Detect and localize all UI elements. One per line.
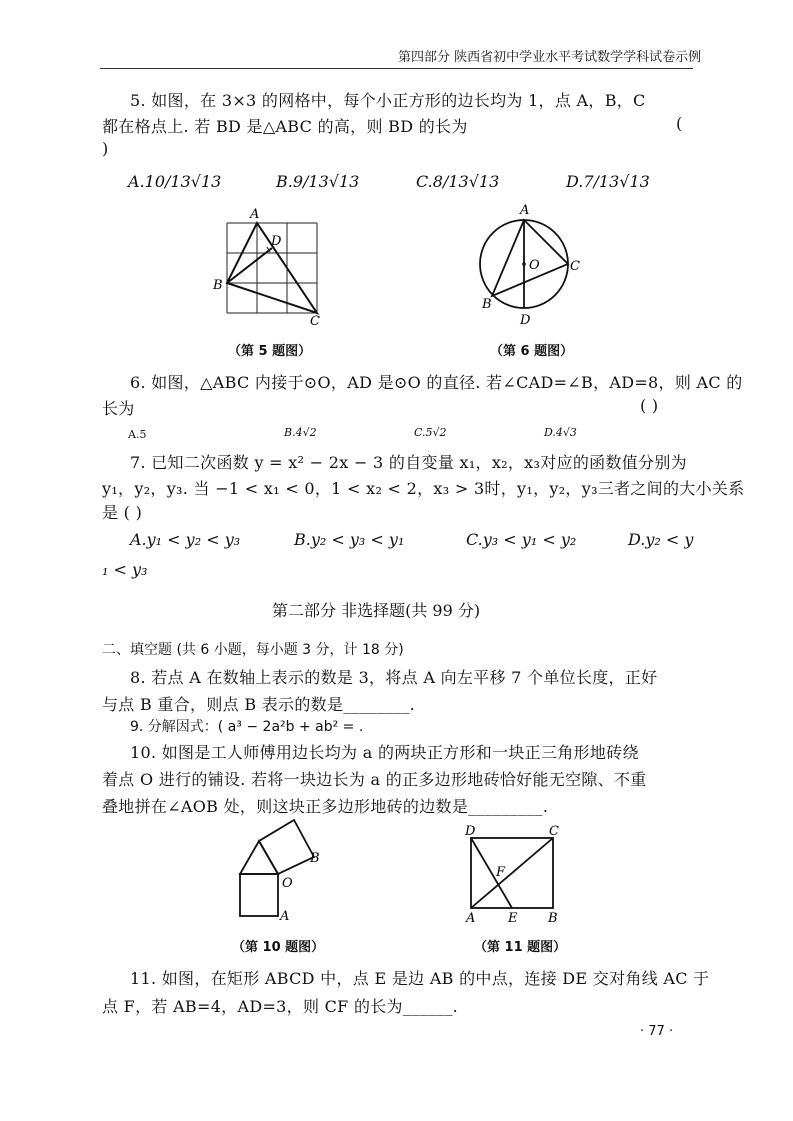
q5-option-b: B.9/13√13 — [276, 172, 360, 191]
q5-option-d: D.7/13√13 — [566, 172, 650, 191]
fig5-label-b: B — [213, 278, 223, 293]
fig5-label-a: A — [250, 207, 260, 222]
q11-line-1: 11. 如图，在矩形 ABCD 中，点 E 是边 AB 的中点，连接 DE 交对角线 AC 于 — [130, 969, 710, 988]
fig11-label-c: C — [549, 824, 559, 839]
caption-fig-6: （第 6 题图） — [490, 344, 574, 359]
q7-option-d: D.y₂ < y — [628, 530, 694, 549]
q6-line-1: 6. 如图，△ABC 内接于⊙O，AD 是⊙O 的直径. 若∠CAD=∠B，AD=8，则 AC 的 — [130, 373, 743, 392]
q6-paren: ( ) — [640, 396, 659, 415]
caption-fig-5: （第 5 题图） — [228, 344, 312, 359]
q6-option-a: A.5 — [128, 428, 147, 441]
q7-option-d-tail: ₁ < y₃ — [102, 560, 148, 579]
q6-option-b: B.4√2 — [284, 426, 317, 439]
q10-line-2: 着点 O 进行的铺设. 若将一块边长为 a 的正多边形地砖恰好能无空隙、不重 — [102, 770, 647, 789]
q7-option-a: A.y₁ < y₂ < y₃ — [130, 530, 241, 549]
q5-paren-close: ) — [102, 139, 109, 158]
fig5-label-c: C — [310, 314, 320, 329]
caption-fig-10: （第 10 题图） — [232, 940, 325, 955]
q6-line-2: 长为 — [102, 399, 135, 418]
q7-line-3: 是 ( ) — [102, 503, 143, 522]
fig6-label-c: C — [570, 259, 580, 274]
figure-11 — [460, 818, 570, 928]
q5-line-1: 5. 如图，在 3×3 的网格中，每个小正方形的边长均为 1，点 A，B，C — [130, 91, 646, 110]
figure-6 — [470, 200, 590, 330]
q8-line-1: 8. 若点 A 在数轴上表示的数是 3，将点 A 向左平移 7 个单位长度，正好 — [130, 668, 658, 687]
q11-line-2: 点 F，若 AB=4，AD=3，则 CF 的长为______. — [102, 997, 459, 1016]
header-rule — [100, 68, 693, 69]
q6-option-d: D.4√3 — [544, 426, 577, 439]
q9-line-1: 9. 分解因式：( a³ − 2a²b + ab² = . — [130, 719, 364, 735]
fig11-label-a: A — [466, 911, 476, 926]
q7-option-c: C.y₃ < y₁ < y₂ — [466, 530, 577, 549]
q7-line-1: 7. 已知二次函数 y = x² − 2x − 3 的自变量 x₁，x₂，x₃对应的函数值分别为 — [130, 453, 687, 472]
q5-option-a: A.10/13√13 — [128, 172, 222, 191]
part-2-title: 第二部分 非选择题(共 99 分) — [272, 601, 481, 620]
fig6-label-a: A — [520, 203, 530, 218]
fig11-label-f: F — [496, 865, 506, 880]
page-number: · 77 · — [640, 1024, 674, 1039]
figure-5 — [210, 205, 340, 330]
q5-option-c: C.8/13√13 — [416, 172, 500, 191]
fig11-label-b: B — [548, 911, 558, 926]
q5-paren-open: ( — [676, 114, 683, 133]
q10-line-1: 10. 如图是工人师傅用边长均为 a 的两块正方形和一块正三角形地砖绕 — [130, 743, 639, 762]
section-2-title: 二、填空题 (共 6 小题，每小题 3 分，计 18 分) — [102, 642, 404, 658]
fig6-center-dot — [522, 262, 526, 266]
q7-option-b: B.y₂ < y₃ < y₁ — [294, 530, 405, 549]
fig6-label-d: D — [520, 313, 531, 328]
figure-10 — [232, 812, 342, 927]
q8-line-2: 与点 B 重合，则点 B 表示的数是________. — [102, 695, 416, 714]
q10-line-3: 叠地拼在∠AOB 处，则这块正多边形地砖的边数是_________. — [102, 797, 549, 816]
page-header: 第四部分 陕西省初中学业水平考试数学学科试卷示例 — [398, 50, 702, 65]
fig5-label-d: D — [271, 234, 282, 249]
q7-line-2: y₁，y₂，y₃. 当 −1 < x₁ < 0，1 < x₂ < 2，x₃ > 3时，y₁，y₂，y₃三者之间的大小关系 — [102, 479, 745, 498]
fig6-label-o: O — [529, 258, 540, 273]
q6-option-c: C.5√2 — [414, 426, 447, 439]
caption-fig-11: （第 11 题图） — [474, 940, 567, 955]
fig10-label-b: B — [310, 851, 320, 866]
fig11-label-e: E — [508, 911, 518, 926]
fig10-label-a: A — [280, 909, 290, 924]
q5-line-2: 都在格点上. 若 BD 是△ABC 的高，则 BD 的长为 — [102, 117, 468, 136]
fig10-label-o: O — [282, 876, 293, 891]
fig6-label-b: B — [482, 297, 492, 312]
fig11-label-d: D — [465, 824, 476, 839]
